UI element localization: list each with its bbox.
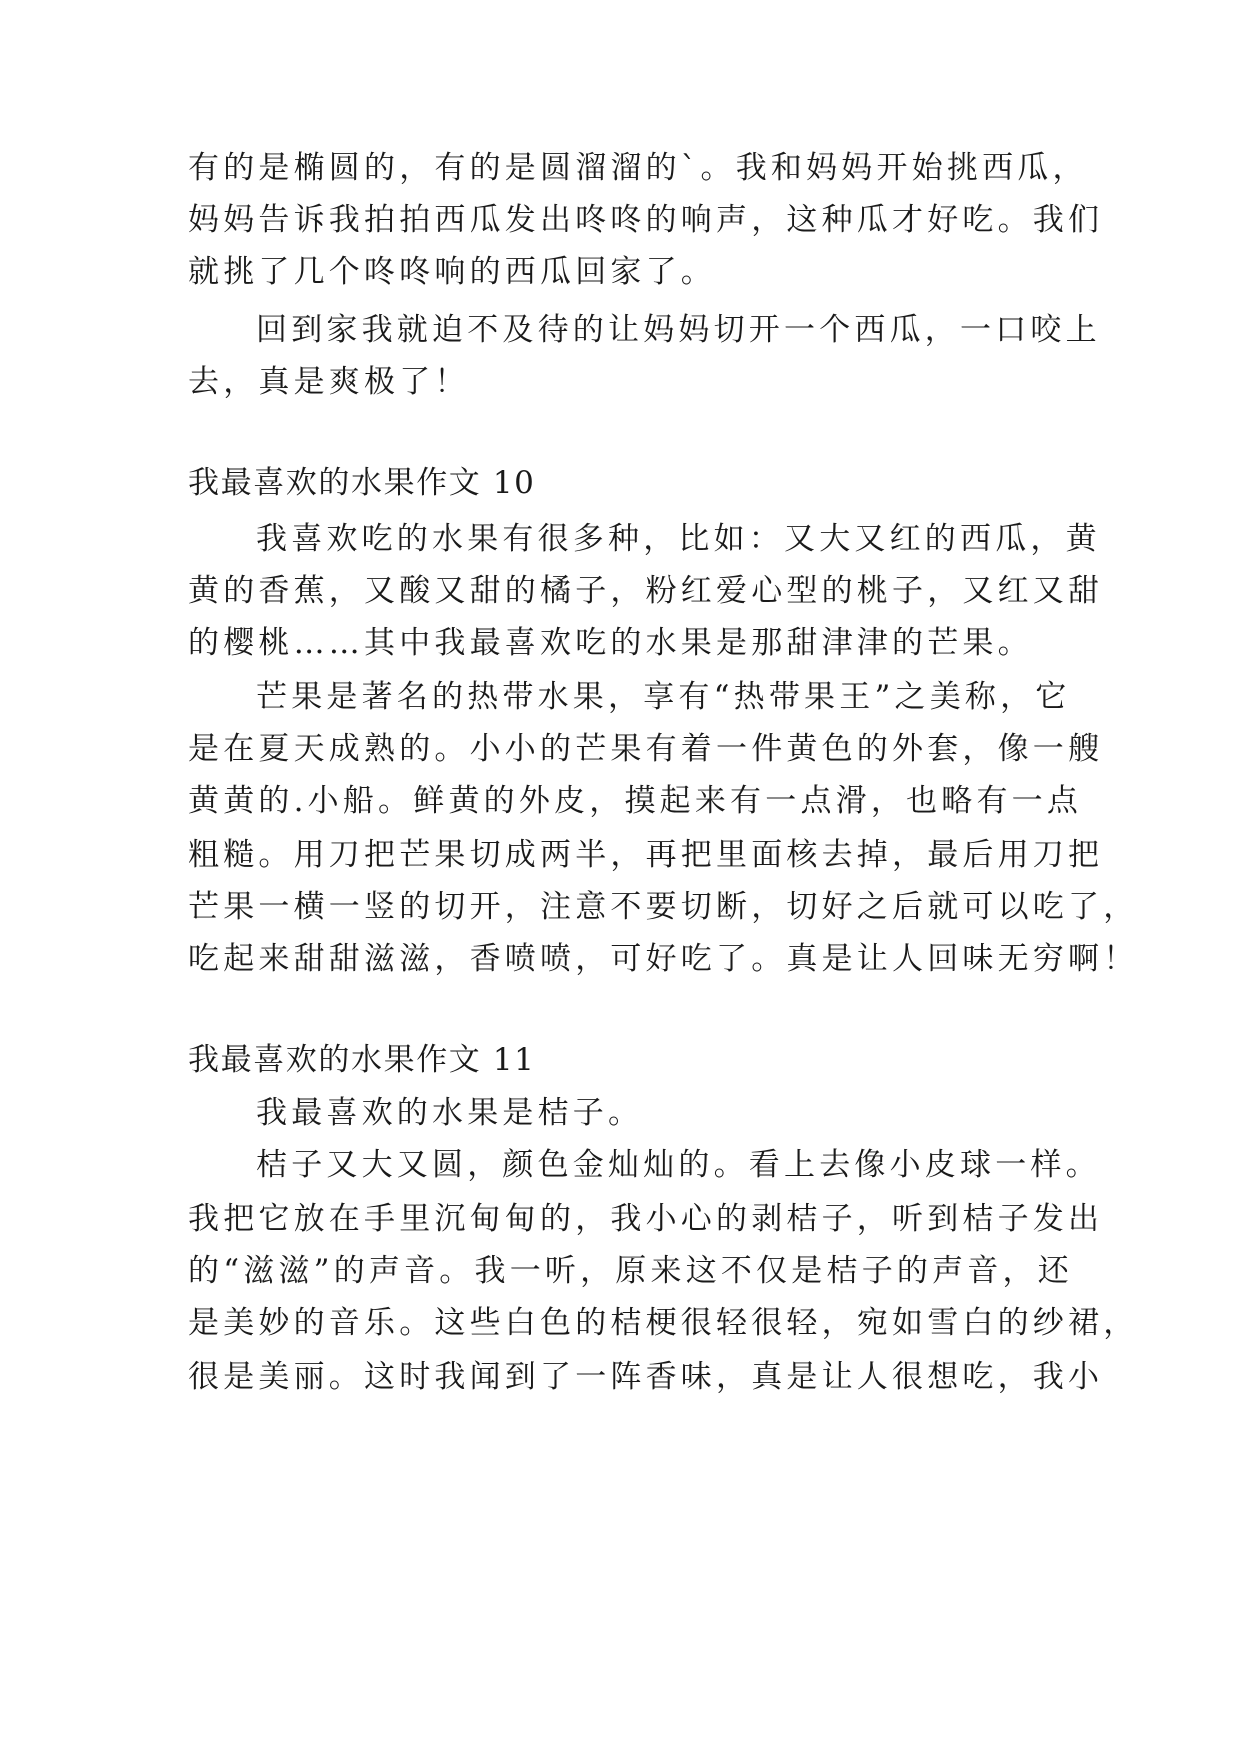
text-line: 黄黄的.小船。鲜黄的外皮，摸起来有一点滑，也略有一点 (188, 783, 1083, 819)
text-line: 是在夏天成熟的。小小的芒果有着一件黄色的外套，像一艘 (188, 731, 1104, 767)
text-line: 黄的香蕉，又酸又甜的橘子，粉红爱心型的桃子，又红又甜 (188, 573, 1104, 609)
text-line: 我喜欢吃的水果有很多种，比如：又大又红的西瓜，黄 (256, 521, 1101, 557)
text-line: 有的是椭圆的，有的是圆溜溜的`。我和妈妈开始挑西瓜， (188, 150, 1088, 186)
text-line: 的“滋滋”的声音。我一听，原来这不仅是桔子的声音，还 (188, 1253, 1073, 1289)
essay-11-title: 我最喜欢的水果作文 11 (188, 1042, 536, 1078)
text-line: 回到家我就迫不及待的让妈妈切开一个西瓜，一口咬上 (256, 312, 1101, 348)
text-line: 很是美丽。这时我闻到了一阵香味，真是让人很想吃，我小 (188, 1359, 1104, 1395)
text-line: 芒果是著名的热带水果，享有“热带果王”之美称，它 (256, 679, 1071, 715)
text-line: 的樱桃……其中我最喜欢吃的水果是那甜津津的芒果。 (188, 625, 1033, 661)
text-line: 就挑了几个咚咚响的西瓜回家了。 (188, 254, 716, 290)
text-line: 妈妈告诉我拍拍西瓜发出咚咚的响声，这种瓜才好吃。我们 (188, 202, 1104, 238)
text-line: 桔子又大又圆，颜色金灿灿的。看上去像小皮球一样。 (256, 1147, 1101, 1183)
text-line: 粗糙。用刀把芒果切成两半，再把里面核去掉，最后用刀把 (188, 837, 1104, 873)
text-line: 我把它放在手里沉甸甸的，我小心的剥桔子，听到桔子发出 (188, 1201, 1104, 1237)
text-line: 是美妙的音乐。这些白色的桔梗很轻很轻，宛如雪白的纱裙， (188, 1305, 1139, 1341)
text-line: 吃起来甜甜滋滋，香喷喷，可好吃了。真是让人回味无穷啊！ (188, 941, 1139, 977)
text-line: 我最喜欢的水果是桔子。 (256, 1095, 644, 1131)
text-line: 芒果一横一竖的切开，注意不要切断，切好之后就可以吃了， (188, 889, 1139, 925)
essay-10-title: 我最喜欢的水果作文 10 (188, 465, 536, 501)
text-line: 去，真是爽极了！ (188, 364, 470, 400)
